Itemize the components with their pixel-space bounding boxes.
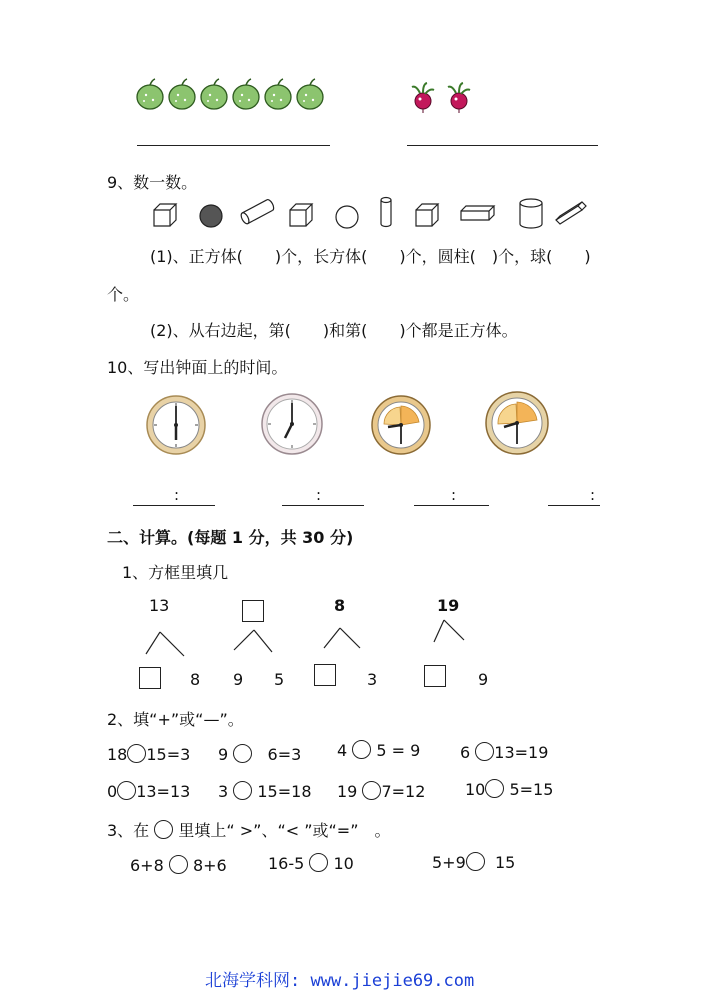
tree4-left-box[interactable]	[424, 665, 446, 687]
cube-icon	[416, 204, 438, 226]
q10-title: 10、写出钟面上的时间。	[107, 358, 288, 377]
footer-site-link[interactable]: 北海学科网: www.jiejie69.com	[205, 971, 475, 991]
sphere-filled-icon	[200, 205, 222, 227]
section2-title: 二、计算。(每题 1 分，共 30 分)	[107, 528, 354, 547]
time-sep-1: :	[174, 486, 180, 504]
tree4-top: 19	[437, 596, 460, 615]
q9-title: 9、数一数。	[107, 173, 198, 192]
tree3-left-box[interactable]	[314, 664, 336, 686]
cmp1-b: 8+6	[192, 856, 227, 875]
fill-row-1b	[218, 744, 301, 764]
cuboid-slanted-icon	[556, 202, 586, 224]
section2-sub3-title	[107, 818, 391, 841]
q9-shapes-row	[148, 194, 593, 234]
cube-icon	[154, 204, 176, 226]
eq1-circle[interactable]	[127, 744, 146, 763]
eq5-b: 13=13	[136, 782, 191, 801]
apples-row	[135, 78, 327, 112]
clock-4	[484, 390, 550, 456]
cmp1-a: 6+8	[130, 856, 164, 875]
fill-row-1	[107, 744, 190, 764]
radish-icon	[412, 83, 434, 113]
tree3-right: 3	[367, 670, 378, 689]
tree2-top-box[interactable]	[242, 600, 264, 622]
sub3-title-b: 里填上“ >”、“< ”或“=” 。	[178, 821, 391, 840]
eq8-a: 10	[465, 780, 486, 799]
apple-icon	[233, 79, 259, 109]
eq7-a: 19	[337, 782, 358, 801]
time-blank-4[interactable]	[548, 505, 600, 506]
apple-icon	[265, 79, 291, 109]
compare-3	[432, 852, 515, 872]
fill-row-1d	[460, 742, 548, 762]
fill-row-2	[107, 781, 190, 801]
eq1-b: 15=3	[146, 745, 191, 764]
eq3-a: 4	[337, 741, 348, 760]
fill-row-1c	[337, 740, 420, 760]
cylinder-standing-icon	[520, 199, 542, 228]
tree4-branches	[428, 618, 478, 648]
apple-icon	[297, 79, 323, 109]
compare-2	[268, 853, 354, 873]
cmp3-circle[interactable]	[466, 852, 485, 871]
q9-line1: (1)、正方体( )个，长方体( )个，圆柱( )个，球( )	[150, 247, 591, 266]
sub3-title-circle	[154, 820, 173, 839]
apple-icon	[201, 79, 227, 109]
eq6-circle[interactable]	[233, 781, 252, 800]
answer-line-radishes[interactable]	[407, 145, 598, 146]
eq4-a: 6	[460, 743, 471, 762]
cmp1-circle[interactable]	[169, 855, 188, 874]
section2-sub1-title: 1、方框里填几	[122, 563, 229, 582]
tree1-left-box[interactable]	[139, 667, 161, 689]
cuboid-icon	[461, 206, 494, 220]
time-blank-2[interactable]	[282, 505, 364, 506]
clock-2	[260, 392, 324, 456]
radish-icon	[448, 83, 470, 113]
eq6-a: 3	[218, 782, 229, 801]
tree2-right: 5	[274, 670, 285, 689]
tree1-right: 8	[190, 670, 201, 689]
compare-1	[130, 855, 227, 875]
tree2-branches	[230, 628, 280, 658]
fill-row-2b	[218, 781, 312, 801]
cmp3-b: 15	[494, 853, 516, 872]
radishes-row	[410, 82, 476, 114]
tree1-top: 13	[149, 596, 170, 615]
apple-icon	[169, 79, 195, 109]
apple-icon	[137, 79, 163, 109]
sub3-title-a: 3、在	[107, 821, 150, 840]
eq6-b: 15=18	[257, 782, 312, 801]
cmp3-a: 5+9	[432, 853, 466, 872]
answer-line-apples[interactable]	[137, 145, 330, 146]
q9-line2: (2)、从右边起，第( )和第( )个都是正方体。	[150, 321, 518, 340]
time-blank-1[interactable]	[133, 505, 215, 506]
section2-sub2-title: 2、填“+”或“—”。	[107, 710, 244, 729]
clock-3	[370, 394, 432, 456]
eq2-circle[interactable]	[233, 744, 252, 763]
tree3-branches	[320, 626, 370, 656]
time-blank-3[interactable]	[414, 505, 489, 506]
time-sep-3: :	[451, 486, 457, 504]
time-sep-4: :	[590, 486, 596, 504]
time-sep-2: :	[316, 486, 322, 504]
eq4-circle[interactable]	[475, 742, 494, 761]
cmp2-circle[interactable]	[309, 853, 328, 872]
fill-row-2c	[337, 781, 425, 801]
clock-1	[145, 394, 207, 456]
eq7-circle[interactable]	[362, 781, 381, 800]
eq2-b: 6=3	[267, 745, 302, 764]
q9-line1-cont: 个。	[107, 285, 140, 304]
fill-row-2d	[465, 779, 553, 799]
cube-icon	[290, 204, 312, 226]
eq1-a: 18	[107, 745, 128, 764]
tree4-right: 9	[478, 670, 489, 689]
sphere-icon	[336, 206, 358, 228]
tree1-branches	[140, 630, 190, 660]
cmp2-a: 16-5	[268, 854, 305, 873]
eq3-circle[interactable]	[352, 740, 371, 759]
tree3-top: 8	[334, 596, 346, 615]
eq5-circle[interactable]	[117, 781, 136, 800]
tree2-left: 9	[233, 670, 244, 689]
cylinder-lying-icon	[240, 198, 276, 225]
eq8-b: 5=15	[509, 780, 554, 799]
eq7-b: 7=12	[381, 782, 426, 801]
cmp2-b: 10	[333, 854, 354, 873]
eq4-b: 13=19	[494, 743, 549, 762]
eq2-a: 9	[218, 745, 229, 764]
eq8-circle[interactable]	[485, 779, 504, 798]
eq3-b: 5 = 9	[376, 741, 421, 760]
cylinder-standing-icon	[381, 198, 391, 227]
eq5-a: 0	[107, 782, 118, 801]
